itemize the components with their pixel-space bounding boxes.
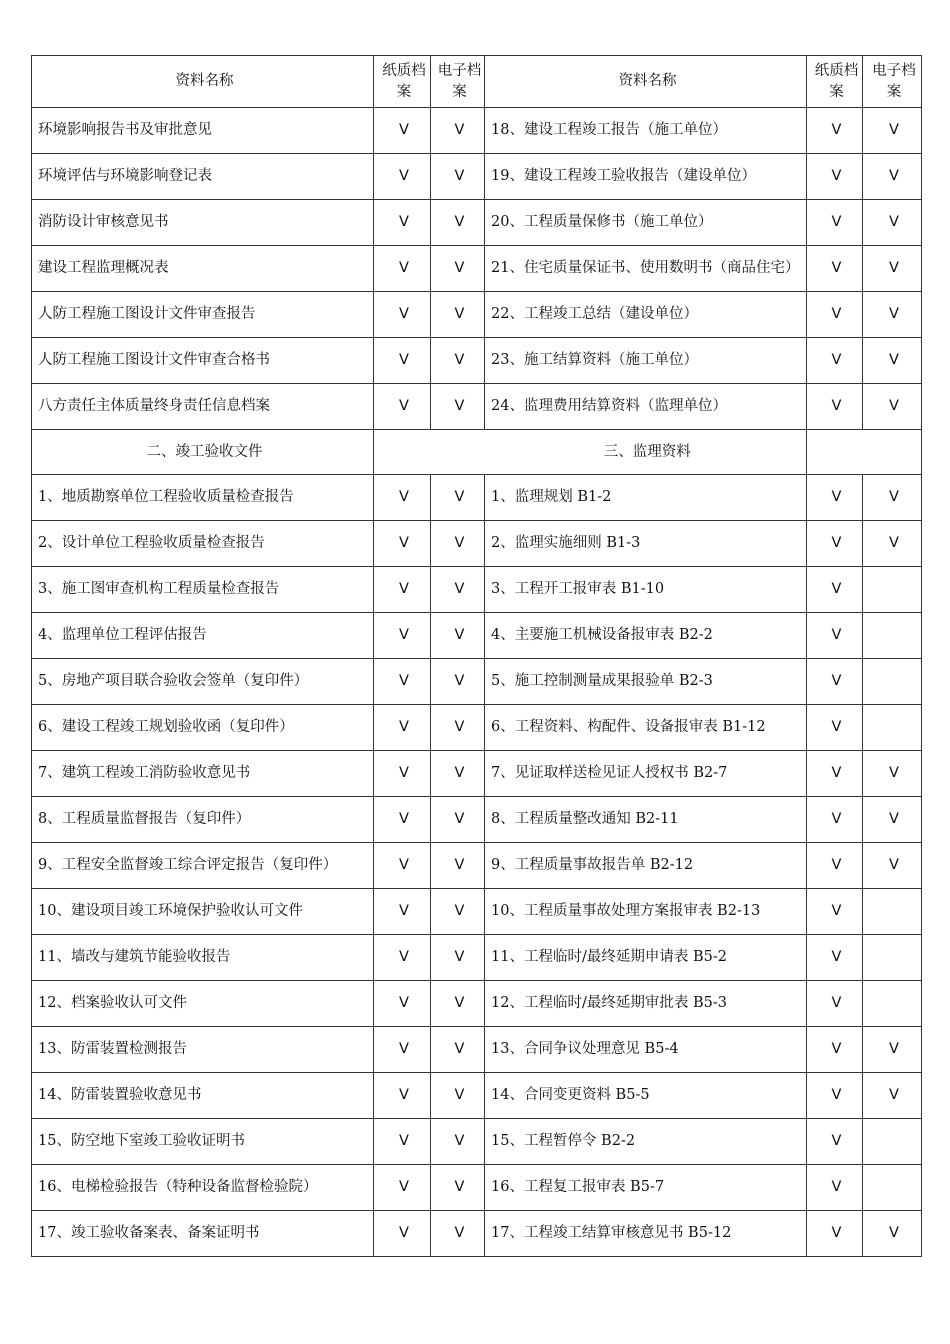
table-row	[32, 154, 922, 200]
section-title-right: 三、监理资料	[485, 430, 807, 475]
table-row	[32, 889, 922, 935]
paper-mark-left: V	[374, 1119, 431, 1165]
table-row	[32, 705, 922, 751]
elec-mark-left: V	[431, 521, 485, 567]
doc-name-left: 17、竣工验收备案表、备案证明书	[32, 1211, 374, 1257]
paper-mark-right: V	[807, 246, 863, 292]
doc-name-right: 9、工程质量事故报告单 B2-12	[485, 843, 807, 889]
elec-mark-left: V	[431, 475, 485, 521]
doc-name-right: 8、工程质量整改通知 B2-11	[485, 797, 807, 843]
elec-mark-right: V	[863, 1211, 922, 1257]
table-row	[32, 200, 922, 246]
doc-name-right: 23、施工结算资料（施工单位）	[485, 338, 807, 384]
elec-mark-left: V	[431, 384, 485, 430]
paper-mark-left: V	[374, 200, 431, 246]
elec-mark-right: V	[863, 797, 922, 843]
paper-mark-left: V	[374, 659, 431, 705]
doc-name-left: 10、建设项目竣工环境保护验收认可文件	[32, 889, 374, 935]
elec-mark-right: V	[863, 292, 922, 338]
doc-name-right: 22、工程竣工总结（建设单位）	[485, 292, 807, 338]
paper-mark-left: V	[374, 705, 431, 751]
paper-mark-left: V	[374, 981, 431, 1027]
table-body	[32, 56, 922, 1257]
elec-mark-left: V	[431, 843, 485, 889]
elec-mark-left: V	[431, 200, 485, 246]
paper-mark-left: V	[374, 1073, 431, 1119]
doc-name-right: 13、合同争议处理意见 B5-4	[485, 1027, 807, 1073]
elec-mark-left: V	[431, 567, 485, 613]
section-blank-right	[807, 430, 922, 475]
elec-mark-right: V	[863, 843, 922, 889]
doc-name-right: 18、建设工程竣工报告（施工单位）	[485, 108, 807, 154]
elec-mark-right	[863, 1165, 922, 1211]
doc-name-left: 4、监理单位工程评估报告	[32, 613, 374, 659]
paper-mark-left: V	[374, 567, 431, 613]
elec-mark-left: V	[431, 1027, 485, 1073]
paper-mark-right: V	[807, 1165, 863, 1211]
elec-mark-left: V	[431, 751, 485, 797]
doc-name-left: 3、施工图审查机构工程质量检查报告	[32, 567, 374, 613]
elec-mark-left: V	[431, 935, 485, 981]
paper-mark-right: V	[807, 384, 863, 430]
elec-mark-right: V	[863, 200, 922, 246]
doc-name-left: 8、工程质量监督报告（复印件）	[32, 797, 374, 843]
doc-name-right: 15、工程暂停令 B2-2	[485, 1119, 807, 1165]
header-name-left: 资料名称	[32, 56, 374, 108]
table-row	[32, 108, 922, 154]
paper-mark-right: V	[807, 1073, 863, 1119]
paper-mark-right: V	[807, 567, 863, 613]
elec-mark-right	[863, 935, 922, 981]
table-row	[32, 1211, 922, 1257]
elec-mark-right	[863, 659, 922, 705]
paper-mark-right: V	[807, 108, 863, 154]
elec-mark-right: V	[863, 521, 922, 567]
table-row	[32, 1027, 922, 1073]
doc-name-left: 人防工程施工图设计文件审查合格书	[32, 338, 374, 384]
paper-mark-right: V	[807, 613, 863, 659]
table-row	[32, 1119, 922, 1165]
elec-mark-left: V	[431, 797, 485, 843]
elec-mark-left: V	[431, 108, 485, 154]
elec-mark-right: V	[863, 751, 922, 797]
doc-name-right: 1、监理规划 B1-2	[485, 475, 807, 521]
doc-name-right: 14、合同变更资料 B5-5	[485, 1073, 807, 1119]
elec-mark-left: V	[431, 338, 485, 384]
paper-mark-left: V	[374, 521, 431, 567]
table-row	[32, 567, 922, 613]
table-row	[32, 843, 922, 889]
table-row	[32, 292, 922, 338]
paper-mark-left: V	[374, 889, 431, 935]
doc-name-left: 15、防空地下室竣工验收证明书	[32, 1119, 374, 1165]
elec-mark-left: V	[431, 659, 485, 705]
paper-mark-right: V	[807, 521, 863, 567]
table-row	[32, 1073, 922, 1119]
paper-mark-left: V	[374, 475, 431, 521]
paper-mark-right: V	[807, 1027, 863, 1073]
doc-name-left: 11、墙改与建筑节能验收报告	[32, 935, 374, 981]
paper-mark-right: V	[807, 475, 863, 521]
elec-mark-left: V	[431, 889, 485, 935]
doc-name-right: 19、建设工程竣工验收报告（建设单位）	[485, 154, 807, 200]
elec-mark-right	[863, 613, 922, 659]
paper-mark-left: V	[374, 292, 431, 338]
elec-mark-left: V	[431, 981, 485, 1027]
elec-mark-left: V	[431, 1073, 485, 1119]
doc-name-right: 10、工程质量事故处理方案报审表 B2-13	[485, 889, 807, 935]
paper-mark-left: V	[374, 935, 431, 981]
paper-mark-right: V	[807, 200, 863, 246]
elec-mark-left: V	[431, 292, 485, 338]
paper-mark-right: V	[807, 659, 863, 705]
doc-name-left: 13、防雷装置检测报告	[32, 1027, 374, 1073]
paper-mark-left: V	[374, 843, 431, 889]
header-name-right: 资料名称	[485, 56, 807, 108]
paper-mark-right: V	[807, 1211, 863, 1257]
doc-name-right: 16、工程复工报审表 B5-7	[485, 1165, 807, 1211]
elec-mark-right: V	[863, 1073, 922, 1119]
elec-mark-left: V	[431, 1211, 485, 1257]
paper-mark-left: V	[374, 154, 431, 200]
doc-name-right: 11、工程临时/最终延期申请表 B5-2	[485, 935, 807, 981]
elec-mark-right: V	[863, 108, 922, 154]
table-row	[32, 613, 922, 659]
table-row	[32, 338, 922, 384]
doc-name-right: 17、工程竣工结算审核意见书 B5-12	[485, 1211, 807, 1257]
doc-name-right: 12、工程临时/最终延期审批表 B5-3	[485, 981, 807, 1027]
doc-name-left: 人防工程施工图设计文件审查报告	[32, 292, 374, 338]
paper-mark-left: V	[374, 108, 431, 154]
elec-mark-left: V	[431, 154, 485, 200]
table-row	[32, 246, 922, 292]
table-row	[32, 1165, 922, 1211]
paper-mark-left: V	[374, 384, 431, 430]
doc-name-right: 21、住宅质量保证书、使用数明书（商品住宅）	[485, 246, 807, 292]
elec-mark-right	[863, 705, 922, 751]
paper-mark-left: V	[374, 613, 431, 659]
header-elec-left: 电子档案	[431, 56, 485, 108]
paper-mark-right: V	[807, 154, 863, 200]
doc-name-left: 1、地质勘察单位工程验收质量检查报告	[32, 475, 374, 521]
table-row	[32, 981, 922, 1027]
paper-mark-right: V	[807, 292, 863, 338]
table-row	[32, 475, 922, 521]
doc-name-left: 消防设计审核意见书	[32, 200, 374, 246]
elec-mark-left: V	[431, 246, 485, 292]
doc-name-left: 2、设计单位工程验收质量检查报告	[32, 521, 374, 567]
elec-mark-right: V	[863, 1027, 922, 1073]
doc-name-left: 八方责任主体质量终身责任信息档案	[32, 384, 374, 430]
paper-mark-right: V	[807, 981, 863, 1027]
paper-mark-left: V	[374, 751, 431, 797]
elec-mark-right: V	[863, 475, 922, 521]
doc-name-left: 环境评估与环境影响登记表	[32, 154, 374, 200]
elec-mark-right: V	[863, 154, 922, 200]
table-row	[32, 521, 922, 567]
elec-mark-right: V	[863, 384, 922, 430]
paper-mark-right: V	[807, 338, 863, 384]
section-blank-left	[374, 430, 485, 475]
section-heading-row	[32, 430, 922, 475]
doc-name-right: 3、工程开工报审表 B1-10	[485, 567, 807, 613]
paper-mark-right: V	[807, 751, 863, 797]
header-paper-left: 纸质档案	[374, 56, 431, 108]
section-title-left: 二、竣工验收文件	[32, 430, 374, 475]
doc-name-right: 2、监理实施细则 B1-3	[485, 521, 807, 567]
doc-name-left: 16、电梯检验报告（特种设备监督检验院）	[32, 1165, 374, 1211]
doc-name-left: 7、建筑工程竣工消防验收意见书	[32, 751, 374, 797]
doc-name-left: 6、建设工程竣工规划验收函（复印件）	[32, 705, 374, 751]
doc-name-right: 4、主要施工机械设备报审表 B2-2	[485, 613, 807, 659]
elec-mark-left: V	[431, 705, 485, 751]
elec-mark-right	[863, 567, 922, 613]
doc-name-right: 6、工程资料、构配件、设备报审表 B1-12	[485, 705, 807, 751]
doc-name-left: 5、房地产项目联合验收会签单（复印件）	[32, 659, 374, 705]
elec-mark-right: V	[863, 338, 922, 384]
table-row	[32, 751, 922, 797]
paper-mark-left: V	[374, 246, 431, 292]
table-row	[32, 797, 922, 843]
table-row	[32, 935, 922, 981]
paper-mark-right: V	[807, 1119, 863, 1165]
paper-mark-left: V	[374, 1211, 431, 1257]
elec-mark-right	[863, 889, 922, 935]
elec-mark-left: V	[431, 1165, 485, 1211]
doc-name-right: 24、监理费用结算资料（监理单位）	[485, 384, 807, 430]
doc-name-right: 5、施工控制测量成果报验单 B2-3	[485, 659, 807, 705]
doc-name-left: 建设工程监理概况表	[32, 246, 374, 292]
doc-name-left: 14、防雷装置验收意见书	[32, 1073, 374, 1119]
paper-mark-right: V	[807, 705, 863, 751]
paper-mark-left: V	[374, 338, 431, 384]
paper-mark-right: V	[807, 797, 863, 843]
paper-mark-left: V	[374, 797, 431, 843]
header-paper-right: 纸质档案	[807, 56, 863, 108]
doc-name-left: 12、档案验收认可文件	[32, 981, 374, 1027]
doc-name-left: 9、工程安全监督竣工综合评定报告（复印件）	[32, 843, 374, 889]
archive-checklist-table	[31, 55, 922, 1257]
doc-name-right: 7、见证取样送检见证人授权书 B2-7	[485, 751, 807, 797]
doc-name-left: 环境影响报告书及审批意见	[32, 108, 374, 154]
doc-name-right: 20、工程质量保修书（施工单位）	[485, 200, 807, 246]
paper-mark-right: V	[807, 935, 863, 981]
paper-mark-right: V	[807, 889, 863, 935]
elec-mark-left: V	[431, 613, 485, 659]
elec-mark-right: V	[863, 246, 922, 292]
table-row	[32, 659, 922, 705]
paper-mark-left: V	[374, 1165, 431, 1211]
paper-mark-left: V	[374, 1027, 431, 1073]
elec-mark-left: V	[431, 1119, 485, 1165]
elec-mark-right	[863, 981, 922, 1027]
table-header-row	[32, 56, 922, 108]
elec-mark-right	[863, 1119, 922, 1165]
header-elec-right: 电子档案	[863, 56, 922, 108]
paper-mark-right: V	[807, 843, 863, 889]
table-row	[32, 384, 922, 430]
